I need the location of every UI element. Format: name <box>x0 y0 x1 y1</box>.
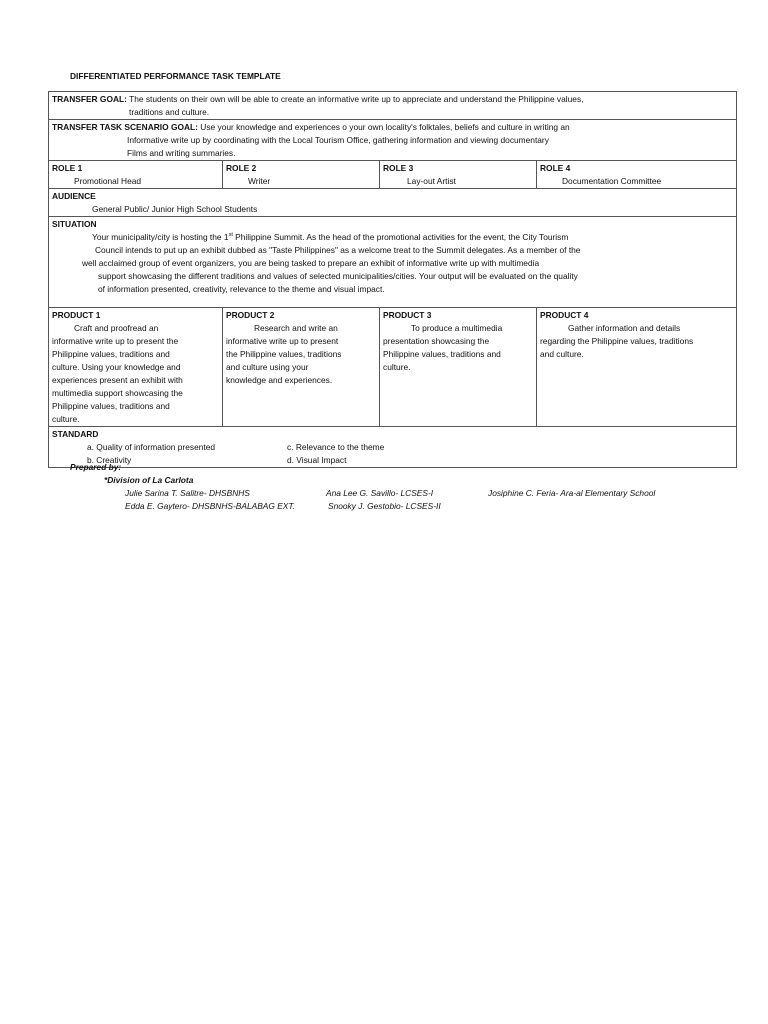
product-3-line: culture. <box>383 362 411 372</box>
role-4-value: Documentation Committee <box>562 176 662 186</box>
product-1-line: culture. Using your knowledge and <box>52 362 181 372</box>
scenario-goal-label: TRANSFER TASK SCENARIO GOAL: <box>52 122 198 132</box>
product-4-line: Gather information and details <box>568 323 681 333</box>
role-4-label: ROLE 4 <box>540 163 571 173</box>
scenario-goal-text-3: Films and writing summaries. <box>127 148 236 158</box>
signatory-2: Ana Lee G. Savillo- LCSES-I <box>326 488 434 498</box>
product-4-cell <box>537 308 737 427</box>
product-1-cell <box>49 308 223 427</box>
product-2-cell <box>223 308 380 427</box>
product-2-line: Research and write an <box>254 323 338 333</box>
task-template-table <box>48 91 737 468</box>
transfer-goal-row <box>49 92 737 120</box>
product-2-line: and culture using your <box>226 362 309 372</box>
role-3-cell <box>380 161 537 189</box>
product-1-line: Philippine values, traditions and <box>52 349 170 359</box>
document-title: DIFFERENTIATED PERFORMANCE TASK TEMPLATE <box>70 71 281 81</box>
product-2-line: knowledge and experiences. <box>226 375 333 385</box>
product-1-line: Craft and proofread an <box>74 323 159 333</box>
situation-row <box>49 217 737 308</box>
transfer-goal-label: TRANSFER GOAL: <box>52 94 127 104</box>
situation-line-3: well acclaimed group of event organizers, you are being tasked to prepare an exhibit of informative write up with multimedia <box>82 258 540 268</box>
situation-line-5: of information presented, creativity, relevance to the theme and visual impact. <box>98 284 385 294</box>
product-4-line: and culture. <box>540 349 584 359</box>
standard-item-d: d. Visual Impact <box>287 455 347 465</box>
product-1-line: experiences present an exhibit with <box>52 375 183 385</box>
product-3-line: To produce a multimedia <box>411 323 503 333</box>
signatory-5: Snooky J. Gestobio- LCSES-II <box>328 501 441 511</box>
standard-row <box>49 427 737 468</box>
role-1-value: Promotional Head <box>74 176 142 186</box>
product-1-label: PRODUCT 1 <box>52 310 101 320</box>
product-1-line: Philippine values, traditions and <box>52 401 170 411</box>
prepared-by-label: Prepared by: <box>70 462 122 472</box>
roles-row <box>49 161 737 189</box>
transfer-goal-text-cont: traditions and culture. <box>129 107 210 117</box>
situation-line-4: support showcasing the different traditions and values of selected municipalities/cities. Your output will be evaluated on the quality <box>98 271 578 281</box>
audience-value: General Public/ Junior High School Students <box>92 204 258 214</box>
product-2-label: PRODUCT 2 <box>226 310 275 320</box>
role-2-label: ROLE 2 <box>226 163 257 173</box>
products-row <box>49 308 737 427</box>
product-2-line: informative write up to present <box>226 336 339 346</box>
product-3-cell <box>380 308 537 427</box>
role-3-label: ROLE 3 <box>383 163 414 173</box>
standard-item-a: a. Quality of information presented <box>87 442 216 452</box>
product-3-line: presentation showcasing the <box>383 336 490 346</box>
product-3-line: Philippine values, traditions and <box>383 349 501 359</box>
role-2-cell <box>223 161 380 189</box>
product-1-line: multimedia support showcasing the <box>52 388 183 398</box>
product-2-line: the Philippine values, traditions <box>226 349 342 359</box>
division-name: *Division of La Carlota <box>104 475 194 485</box>
situation-line-2: Council intends to put up an exhibit dubbed as "Taste Philippines" as a welcome treat to the Summit delegates. As a member of the <box>95 245 581 255</box>
situation-label: SITUATION <box>52 219 97 229</box>
situation-line-1: Your municipality/city is hosting the 1st Philippine Summit. As the head of the promotional activities for the event, the City Tourism <box>92 232 569 242</box>
standard-list <box>52 441 733 467</box>
audience-label: AUDIENCE <box>52 191 96 201</box>
transfer-goal-text: The students on their own will be able to create an informative write up to appreciate and understand the Philippine values, <box>126 94 584 104</box>
product-1-line: culture. <box>52 414 80 424</box>
audience-row <box>49 189 737 217</box>
role-2-value: Writer <box>248 176 271 186</box>
role-3-value: Lay-out Artist <box>407 176 456 186</box>
product-3-label: PRODUCT 3 <box>383 310 432 320</box>
role-1-cell <box>49 161 223 189</box>
product-1-line: informative write up to present the <box>52 336 179 346</box>
scenario-goal-text-2: Informative write up by coordinating with the Local Tourism Office, gathering information and viewing documentary <box>127 135 549 145</box>
standard-item-b: b. Creativity <box>87 455 132 465</box>
signatory-1: Julie Sarina T. Salitre- DHSBNHS <box>125 488 250 498</box>
scenario-goal-text: Use your knowledge and experiences o your own locality's folktales, beliefs and culture in writing an <box>197 122 570 132</box>
role-1-label: ROLE 1 <box>52 163 83 173</box>
role-4-cell <box>537 161 737 189</box>
scenario-goal-row <box>49 120 737 161</box>
product-4-label: PRODUCT 4 <box>540 310 589 320</box>
product-4-line: regarding the Philippine values, traditions <box>540 336 694 346</box>
signatory-3: Josiphine C. Feria- Ara-al Elementary School <box>488 488 656 498</box>
signatory-4: Edda E. Gaytero- DHSBNHS-BALABAG EXT. <box>125 501 296 511</box>
standard-item-c: c. Relevance to the theme <box>287 442 385 452</box>
standard-label: STANDARD <box>52 429 99 439</box>
